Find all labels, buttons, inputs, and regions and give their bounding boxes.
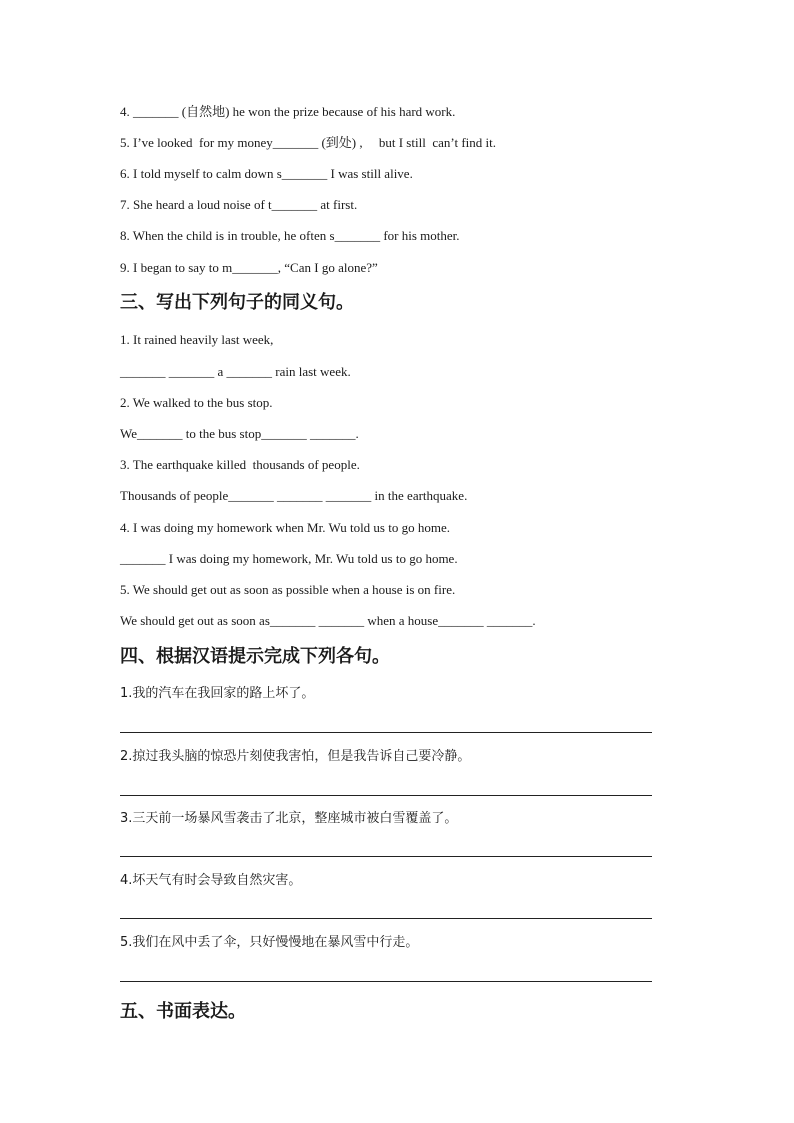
translation-item-2: 2.掠过我头脑的惊恐片刻使我害怕，但是我告诉自己要冷静。 (120, 749, 471, 764)
section-5-heading: 五、书面表达。 (120, 1001, 246, 1022)
synonym-item-2: 2. We walked to the bus stop. (120, 395, 273, 410)
translation-item-5: 5.我们在风中丢了伞，只好慢慢地在暴风雪中行走。 (120, 935, 419, 950)
synonym-item-1: 1. It rained heavily last week, (120, 332, 274, 347)
answer-line-3[interactable] (120, 856, 652, 857)
synonym-item-3: 3. The earthquake killed thousands of people. (120, 457, 360, 472)
synonym-item-4: 4. I was doing my homework when Mr. Wu told us to go home. (120, 520, 450, 535)
answer-line-5[interactable] (120, 981, 652, 982)
synonym-answer-4: _______ I was doing my homework, Mr. Wu told us to go home. (120, 551, 458, 566)
fill-item-7: 7. She heard a loud noise of t_______ at first. (120, 197, 358, 212)
fill-item-9: 9. I began to say to m_______, “Can I go alone?” (120, 260, 378, 275)
fill-item-8: 8. When the child is in trouble, he often s_______ for his mother. (120, 228, 460, 243)
section-3-heading: 三、写出下列句子的同义句。 (120, 292, 354, 313)
fill-item-4: 4. _______ (自然地) he won the prize because of his hard work. (120, 104, 456, 119)
translation-item-3: 3.三天前一场暴风雪袭击了北京，整座城市被白雪覆盖了。 (120, 811, 458, 826)
synonym-answer-5: We should get out as soon as_______ _______ when a house_______ _______. (120, 613, 536, 628)
answer-line-1[interactable] (120, 732, 652, 733)
fill-item-6: 6. I told myself to calm down s_______ I was still alive. (120, 166, 413, 181)
synonym-answer-3: Thousands of people_______ _______ _______ in the earthquake. (120, 488, 468, 503)
translation-item-4: 4.坏天气有时会导致自然灾害。 (120, 873, 302, 888)
fill-item-5: 5. I’ve looked for my money_______ (到处) , but I still can’t find it. (120, 135, 496, 150)
answer-line-4[interactable] (120, 918, 652, 919)
answer-line-2[interactable] (120, 795, 652, 796)
synonym-answer-2: We_______ to the bus stop_______ _______. (120, 426, 359, 441)
translation-item-1: 1.我的汽车在我回家的路上坏了。 (120, 686, 315, 701)
section-4-heading: 四、根据汉语提示完成下列各句。 (120, 646, 390, 667)
synonym-answer-1: _______ _______ a _______ rain last week. (120, 364, 351, 379)
synonym-item-5: 5. We should get out as soon as possible when a house is on fire. (120, 582, 456, 597)
